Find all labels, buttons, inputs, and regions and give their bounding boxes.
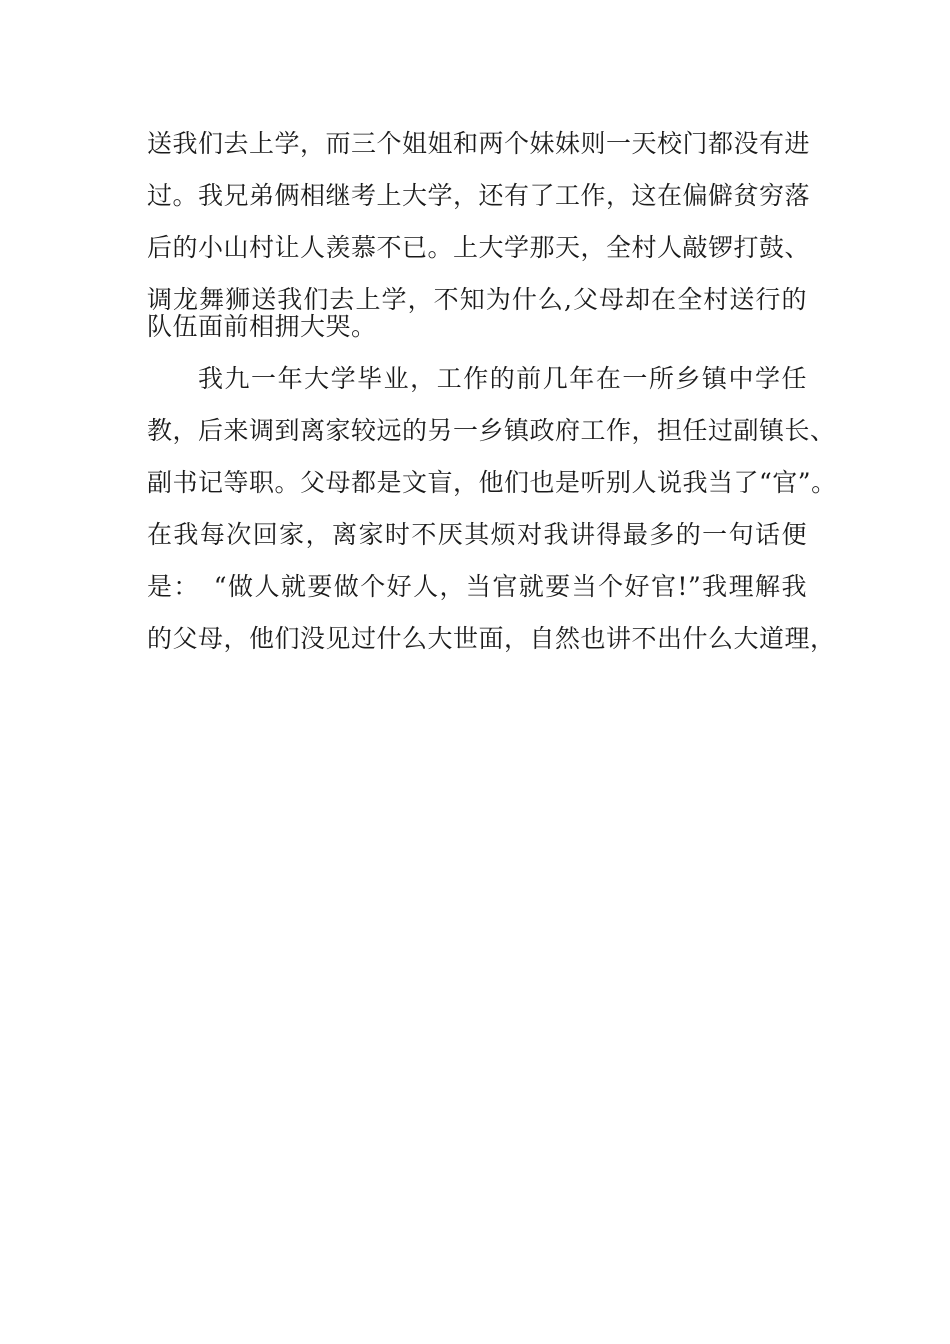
text-line: 队伍面前相拥大哭。 — [147, 312, 377, 341]
text-line: 是： “做人就要做个好人，当官就要当个好官!”我理解我 — [147, 572, 807, 601]
text-line: 过。我兄弟俩相继考上大学，还有了工作，这在偏僻贫穷落 — [147, 181, 811, 210]
text-line: 调龙舞狮送我们去上学，不知为什么,父母却在全村送行的 — [147, 285, 807, 314]
text-line: 在我每次回家，离家时不厌其烦对我讲得最多的一句话便 — [147, 520, 807, 549]
text-line-spacer-2 — [147, 608, 807, 648]
text-line: 教，后来调到离家较远的另一乡镇政府工作，担任过副镇长、 — [147, 416, 836, 445]
text-line: 的父母，他们没见过什么大世面，自然也讲不出什么大道理， — [147, 624, 836, 653]
text-line: 后的小山村让人羡慕不已。上大学那天，全村人敲锣打鼓、 — [147, 233, 811, 262]
text-line: 我九一年大学毕业，工作的前几年在一所乡镇中学任 — [198, 364, 807, 393]
text-line: 副书记等职。父母都是文盲，他们也是听别人说我当了“官”。 — [147, 468, 837, 497]
text-line: 送我们去上学，而三个姐姐和两个妹妹则一天校门都没有进 — [147, 129, 811, 158]
